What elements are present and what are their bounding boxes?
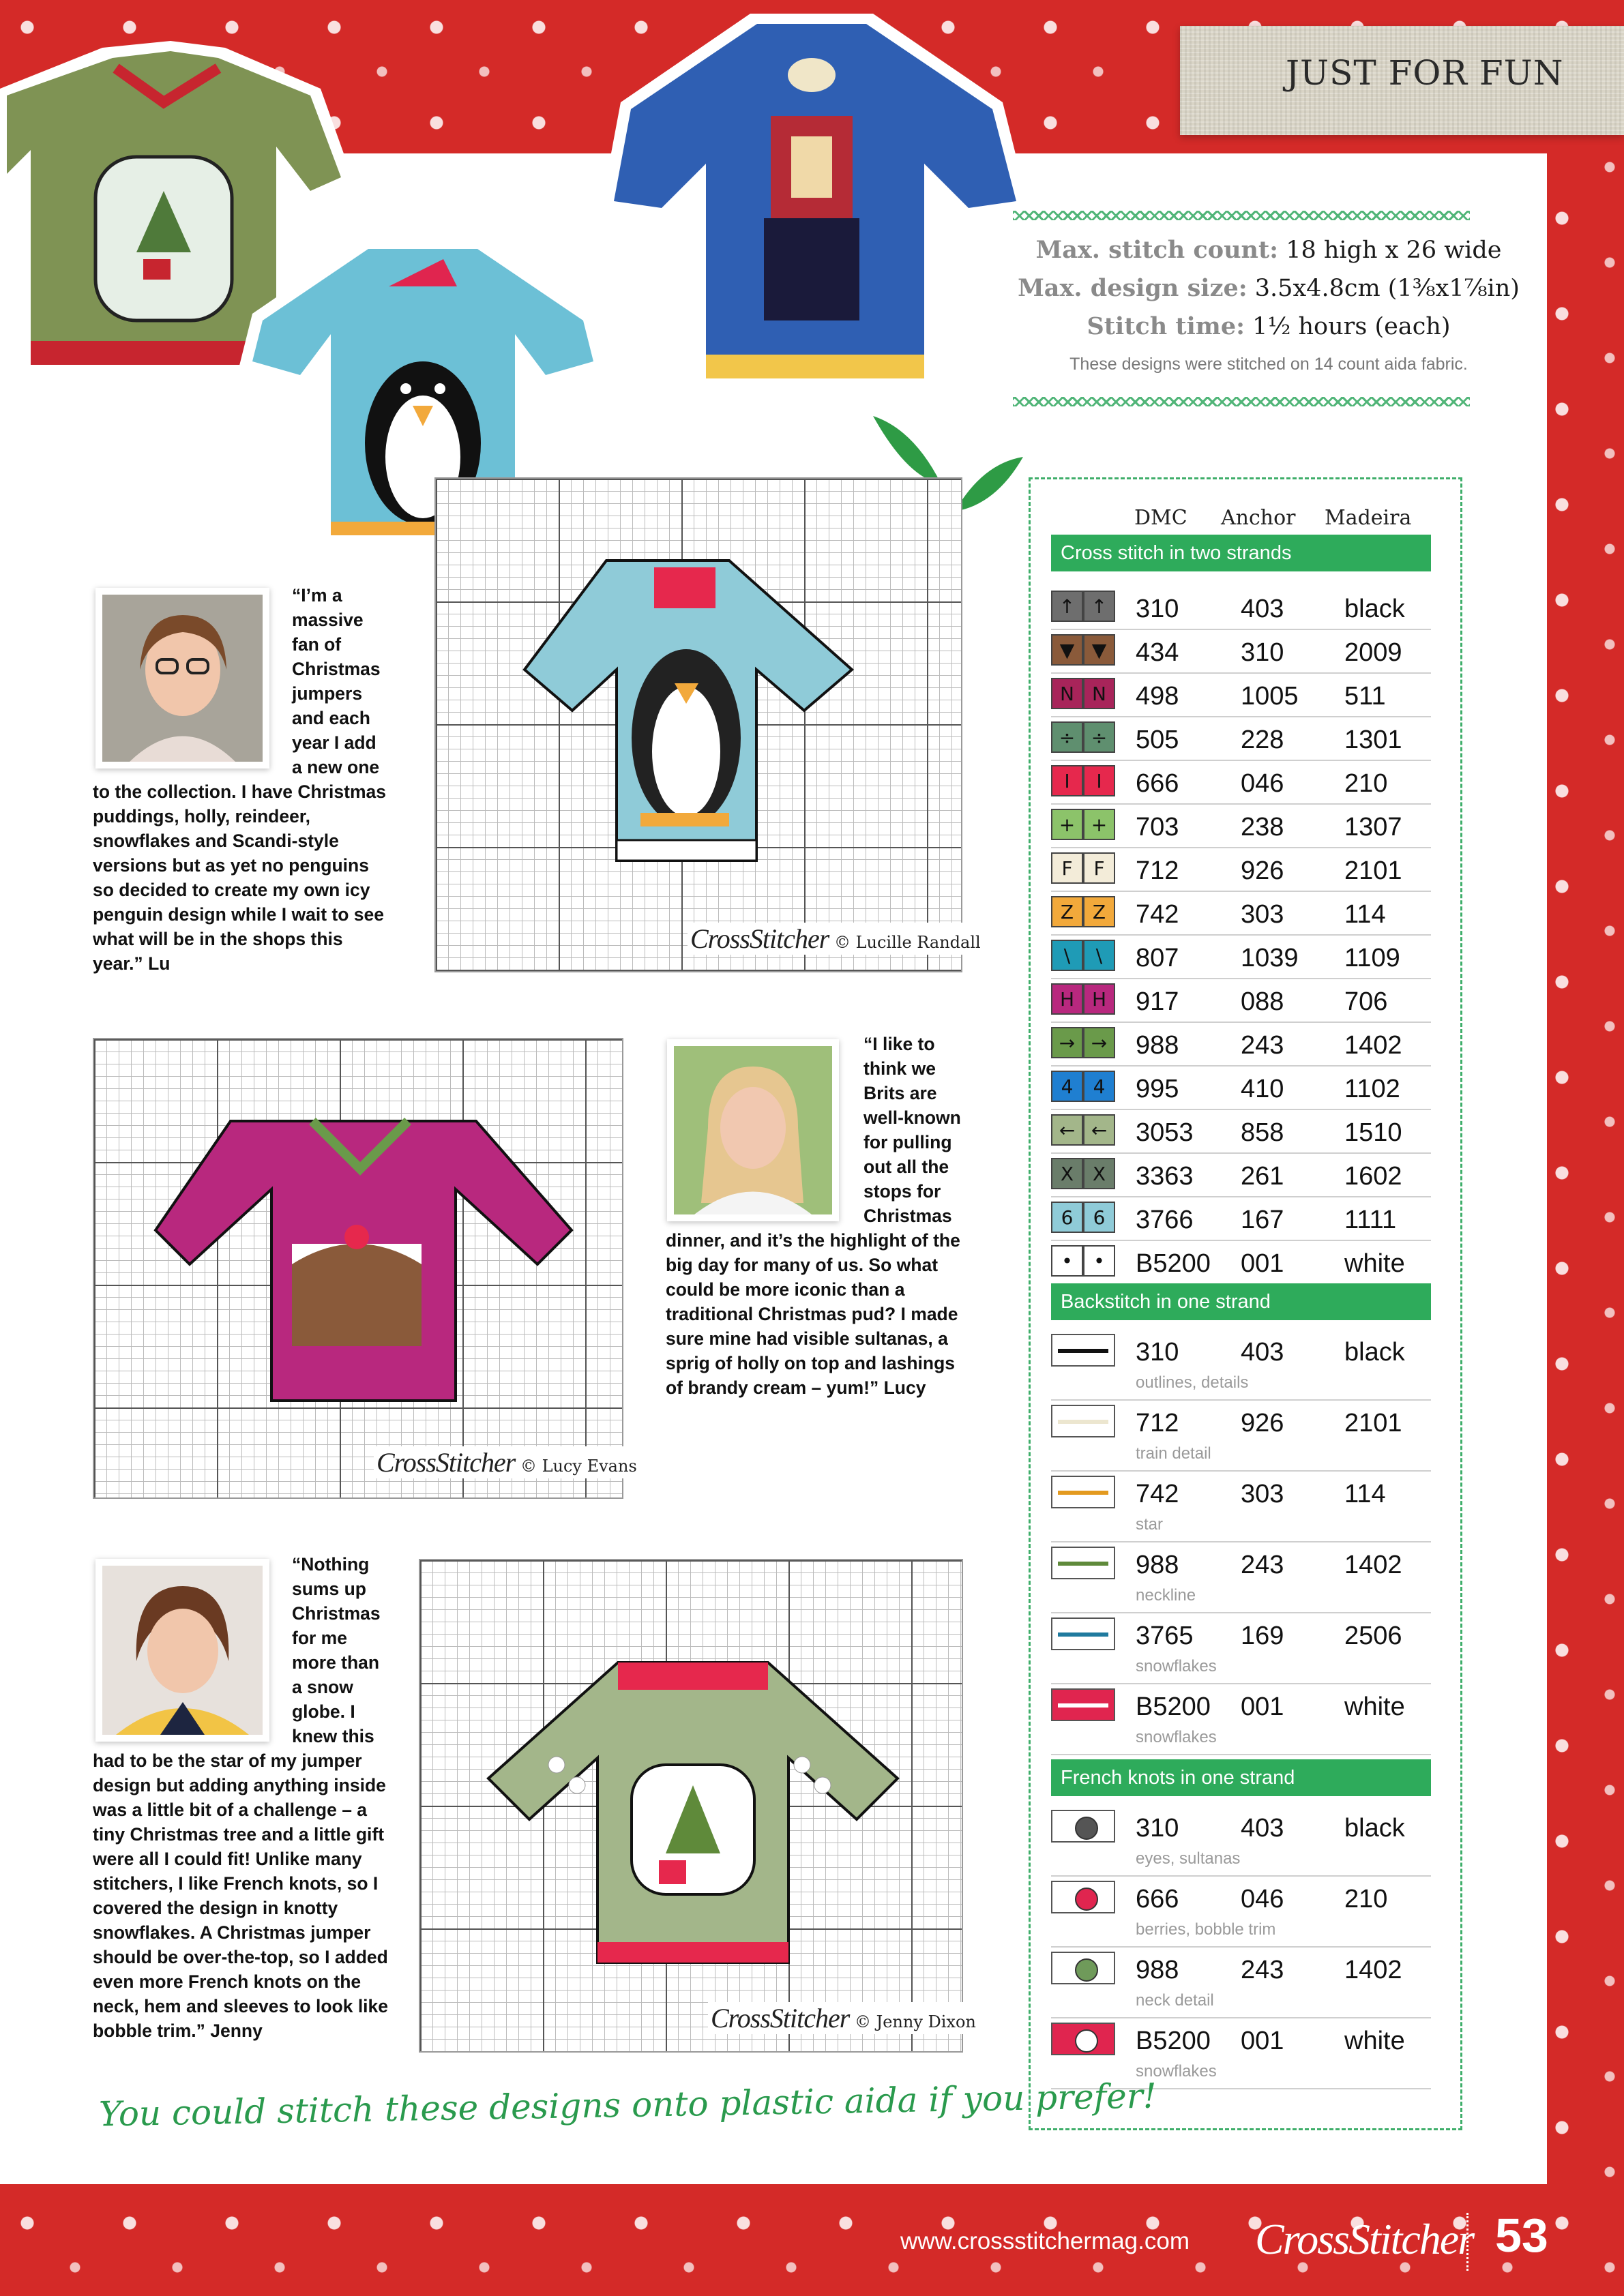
cross-stitch-row <box>1051 629 1431 674</box>
swatch-symbol: H <box>1083 983 1115 1015</box>
lu-quote: “I’m a massive fan of Christmas jumpers and each year I add a new one to the collection. I have Christmas puddings, holly, reindeer, snowflakes and Scandi-style versions but as yet no penguins so decided to create my own icy penguin design while I wait to see what will be in the shops this year.” Lu <box>93 585 386 974</box>
thread-dmc: 3363 <box>1136 1162 1194 1191</box>
jenny-quote: “Nothing sums up Christmas for me more than a snow globe. I knew this had to be the star of my jumper design but adding anything inside was a little bit of a challenge – a tiny Christmas tree and a little gift were all I could fit! Unlike many stitchers, I like French knots, so I covered the design in knotty snowflakes. A Christmas jumper should be over-the-top, so I added even more French knots on the neck, hem and sleeves to look like bobble trim.” Jenny <box>93 1554 389 2041</box>
swatch-symbol: ÷ <box>1051 721 1083 753</box>
thread-dmc: 712 <box>1136 1409 1179 1437</box>
thread-anchor: 001 <box>1241 2027 1284 2055</box>
thread-madeira: 114 <box>1344 900 1386 929</box>
col-dmc: DMC <box>1134 506 1187 530</box>
thread-dmc: 995 <box>1136 1075 1179 1103</box>
thread-anchor: 410 <box>1241 1075 1284 1103</box>
cross-stitch-row <box>1051 934 1431 979</box>
cross-stitch-row <box>1051 672 1431 717</box>
backstitch-line <box>1058 1349 1108 1353</box>
backstitch-note: outlines, details <box>1136 1373 1249 1392</box>
backstitch-note: snowflakes <box>1136 1657 1217 1675</box>
thread-swatch <box>1051 983 1115 1015</box>
thread-anchor: 1039 <box>1241 944 1299 972</box>
thread-madeira: 210 <box>1344 769 1388 798</box>
thread-dmc: 505 <box>1136 726 1179 754</box>
backstitch-swatch <box>1051 1688 1115 1721</box>
backstitch-note: snowflakes <box>1136 1728 1217 1746</box>
backstitch-row <box>1051 1541 1431 1613</box>
backstitch-row <box>1051 1328 1431 1401</box>
thread-dmc: 742 <box>1136 1480 1179 1508</box>
col-anchor: Anchor <box>1221 506 1296 530</box>
snowglobe-chart-credit: CrossStitcher © Jenny Dixon <box>708 2002 979 2034</box>
thread-anchor: 046 <box>1241 1885 1284 1913</box>
swatch-symbol: ▼ <box>1083 634 1115 666</box>
backstitch-line <box>1058 1562 1108 1566</box>
thread-anchor: 403 <box>1241 595 1284 623</box>
thread-anchor: 403 <box>1241 1814 1284 1843</box>
thread-anchor: 243 <box>1241 1551 1284 1579</box>
thread-anchor: 310 <box>1241 638 1284 667</box>
cross-stitch-row <box>1051 760 1431 805</box>
swatch-symbol: N <box>1083 678 1115 709</box>
thread-swatch <box>1051 765 1115 796</box>
fabric-note: These designs were stitched on 14 count aida fabric. <box>1069 355 1468 374</box>
swatch-symbol: ← <box>1051 1114 1083 1146</box>
cross-stitch-row <box>1051 1022 1431 1067</box>
cross-stitch-row <box>1051 978 1431 1023</box>
swatch-symbol: F <box>1083 852 1115 884</box>
thread-madeira: black <box>1344 1338 1405 1367</box>
snowglobe-chart <box>419 1559 963 2053</box>
footer-brand-logo: CrossStitcher <box>1255 2215 1474 2263</box>
thread-dmc: B5200 <box>1136 1693 1211 1721</box>
footer-url[interactable]: www.crossstitchermag.com <box>900 2228 1190 2254</box>
cross-stitch-row <box>1051 891 1431 936</box>
thread-anchor: 303 <box>1241 1480 1284 1508</box>
swatch-symbol: ▼ <box>1051 634 1083 666</box>
thread-dmc: 988 <box>1136 1031 1179 1060</box>
thread-madeira: 2101 <box>1344 856 1402 885</box>
backstitch-line <box>1058 1703 1108 1708</box>
pudding-chart-credit: CrossStitcher © Lucy Evans <box>374 1446 640 1478</box>
backstitch-line <box>1058 1491 1108 1495</box>
backstitch-row <box>1051 1399 1431 1472</box>
swatch-symbol: X <box>1083 1158 1115 1189</box>
penguin-chart <box>434 477 962 972</box>
swatch-symbol: \ <box>1083 940 1115 971</box>
cross-stitch-row <box>1051 847 1431 892</box>
french-knot-swatch <box>1051 2023 1115 2055</box>
cross-stitch-row <box>1051 1152 1431 1197</box>
french-knot-swatch <box>1051 1952 1115 1984</box>
thread-dmc: 498 <box>1136 682 1179 711</box>
thread-madeira: 1102 <box>1344 1075 1400 1103</box>
thread-dmc: 310 <box>1136 1338 1179 1367</box>
pudding-chart <box>93 1038 623 1499</box>
penguin-chart-credit: CrossStitcher © Lucille Randall <box>688 923 984 955</box>
thread-swatch <box>1051 896 1115 927</box>
backstitch-swatch <box>1051 1476 1115 1508</box>
thread-madeira: black <box>1344 1814 1405 1843</box>
thread-dmc: 310 <box>1136 1814 1179 1843</box>
thread-anchor: 926 <box>1241 1409 1284 1437</box>
thread-dmc: 666 <box>1136 1885 1179 1913</box>
thread-anchor: 1005 <box>1241 682 1299 711</box>
cross-stitch-heading: Cross stitch in two strands <box>1051 535 1431 571</box>
backstitch-note: neckline <box>1136 1586 1196 1605</box>
swatch-symbol: I <box>1083 765 1115 796</box>
thread-dmc: 666 <box>1136 769 1179 798</box>
thread-swatch <box>1051 591 1115 622</box>
thread-swatch <box>1051 1027 1115 1058</box>
thread-madeira: 1301 <box>1344 726 1402 754</box>
backstitch-swatch <box>1051 1405 1115 1437</box>
thread-swatch <box>1051 1202 1115 1233</box>
thread-madeira: 706 <box>1344 987 1388 1016</box>
swatch-symbol: H <box>1051 983 1083 1015</box>
french-knot-dot <box>1075 1958 1098 1982</box>
thread-dmc: 703 <box>1136 813 1179 841</box>
thread-madeira: 1109 <box>1344 944 1400 972</box>
french-knot-row <box>1051 1875 1431 1948</box>
lucy-quote: “I like to think we Brits are well-known for pulling out all the stops for Christmas dinner, and it’s the highlight of the big day for many of us. So what could be more iconic than a traditional Christmas pud? I made sure mine had visible sultanas, a sprig of holly on top and lashings of brandy cream – yum!” Lucy <box>666 1034 961 1398</box>
french-knot-row <box>1051 1804 1431 1877</box>
thread-madeira: 210 <box>1344 1885 1388 1913</box>
thread-dmc: 988 <box>1136 1956 1179 1984</box>
thread-madeira: 2506 <box>1344 1622 1402 1650</box>
thread-madeira: white <box>1344 1249 1405 1278</box>
cross-stitch-row <box>1051 585 1431 630</box>
thread-anchor: 169 <box>1241 1622 1284 1650</box>
cross-stitch-row <box>1051 1240 1431 1285</box>
backstitch-heading: Backstitch in one strand <box>1051 1283 1431 1320</box>
swatch-symbol: N <box>1051 678 1083 709</box>
thread-dmc: B5200 <box>1136 2027 1211 2055</box>
french-knot-dot <box>1075 2029 1098 2053</box>
swatch-symbol: X <box>1051 1158 1083 1189</box>
thread-swatch <box>1051 809 1115 840</box>
french-knot-note: snowflakes <box>1136 2062 1217 2081</box>
thread-anchor: 167 <box>1241 1206 1284 1234</box>
cross-stitch-row <box>1051 803 1431 848</box>
thread-dmc: B5200 <box>1136 1249 1211 1278</box>
backstitch-note: star <box>1136 1515 1164 1534</box>
thread-dmc: 712 <box>1136 856 1179 885</box>
zigzag-divider-top <box>1013 211 1470 220</box>
swatch-symbol: 4 <box>1051 1071 1083 1102</box>
thread-madeira: 2009 <box>1344 638 1402 667</box>
thread-madeira: 1402 <box>1344 1551 1402 1579</box>
thread-madeira: 1510 <box>1344 1118 1402 1147</box>
thread-madeira: 1602 <box>1344 1162 1402 1191</box>
thread-anchor: 238 <box>1241 813 1284 841</box>
thread-madeira: 1307 <box>1344 813 1402 841</box>
thread-madeira: black <box>1344 595 1405 623</box>
col-madeira: Madeira <box>1325 506 1412 530</box>
thread-swatch <box>1051 1114 1115 1146</box>
thread-anchor: 303 <box>1241 900 1284 929</box>
thread-swatch <box>1051 1158 1115 1189</box>
thread-dmc: 3053 <box>1136 1118 1194 1147</box>
thread-madeira: 1402 <box>1344 1956 1402 1984</box>
thread-madeira: 2101 <box>1344 1409 1402 1437</box>
swatch-symbol: + <box>1051 809 1083 840</box>
french-knot-dot <box>1075 1888 1098 1911</box>
thread-dmc: 917 <box>1136 987 1179 1016</box>
backstitch-line <box>1058 1420 1108 1424</box>
pudding-chart-drawing <box>94 1039 622 1497</box>
thread-madeira: white <box>1344 2027 1405 2055</box>
swatch-symbol: I <box>1051 765 1083 796</box>
backstitch-row <box>1051 1612 1431 1684</box>
cross-stitch-row <box>1051 1109 1431 1154</box>
swatch-symbol: 6 <box>1083 1202 1115 1233</box>
french-knot-dot <box>1075 1817 1098 1840</box>
thread-dmc: 807 <box>1136 944 1179 972</box>
thread-swatch <box>1051 721 1115 753</box>
backstitch-note: train detail <box>1136 1444 1211 1463</box>
page-number: 53 <box>1495 2209 1548 2262</box>
thread-madeira: 1402 <box>1344 1031 1402 1060</box>
swatch-symbol: F <box>1051 852 1083 884</box>
swatch-symbol: 4 <box>1083 1071 1115 1102</box>
penguin-chart-drawing <box>436 479 961 971</box>
swatch-symbol: → <box>1083 1027 1115 1058</box>
footer-divider <box>1466 2213 1468 2271</box>
backstitch-swatch <box>1051 1334 1115 1367</box>
swatch-symbol: Z <box>1083 896 1115 927</box>
thread-anchor: 001 <box>1241 1249 1284 1278</box>
thread-anchor: 243 <box>1241 1031 1284 1060</box>
french-knot-note: berries, bobble trim <box>1136 1920 1276 1939</box>
zigzag-divider-bottom <box>1013 397 1470 406</box>
cross-stitch-row <box>1051 1196 1431 1241</box>
swatch-symbol: ← <box>1083 1114 1115 1146</box>
backstitch-swatch <box>1051 1617 1115 1650</box>
thread-anchor: 243 <box>1241 1956 1284 1984</box>
cross-stitch-row <box>1051 1065 1431 1110</box>
french-knot-note: eyes, sultanas <box>1136 1849 1241 1868</box>
blue-train-jumper-photo <box>593 0 1030 396</box>
thread-dmc: 434 <box>1136 638 1179 667</box>
swatch-symbol: → <box>1051 1027 1083 1058</box>
thread-anchor: 858 <box>1241 1118 1284 1147</box>
backstitch-swatch <box>1051 1547 1115 1579</box>
thread-swatch <box>1051 634 1115 666</box>
french-knot-swatch <box>1051 1810 1115 1843</box>
backstitch-line <box>1058 1632 1108 1637</box>
design-size: Max. design size: 3.5x4.8cm (1⅜x1⅞in) <box>1018 274 1520 302</box>
backstitch-row <box>1051 1683 1431 1755</box>
swatch-symbol: 6 <box>1051 1202 1083 1233</box>
thread-madeira: 511 <box>1344 682 1386 711</box>
thread-swatch <box>1051 1245 1115 1277</box>
thread-anchor: 001 <box>1241 1693 1284 1721</box>
thread-swatch <box>1051 852 1115 884</box>
stitch-time: Stitch time: 1½ hours (each) <box>1087 312 1451 340</box>
swatch-symbol: ÷ <box>1083 721 1115 753</box>
section-label: JUST FOR FUN <box>1286 53 1564 93</box>
thread-anchor: 403 <box>1241 1338 1284 1367</box>
thread-madeira: 1111 <box>1344 1206 1397 1234</box>
thread-swatch <box>1051 1071 1115 1102</box>
thread-anchor: 046 <box>1241 769 1284 798</box>
thread-anchor: 261 <box>1241 1162 1284 1191</box>
swatch-symbol: • <box>1051 1245 1083 1277</box>
french-knot-note: neck detail <box>1136 1991 1214 2010</box>
thread-anchor: 228 <box>1241 726 1284 754</box>
snowglobe-chart-drawing <box>420 1560 962 2051</box>
swatch-symbol: • <box>1083 1245 1115 1277</box>
thread-dmc: 3765 <box>1136 1622 1194 1650</box>
backstitch-row <box>1051 1470 1431 1542</box>
swatch-symbol: Z <box>1051 896 1083 927</box>
stitch-count: Max. stitch count: 18 high x 26 wide <box>1035 236 1502 264</box>
thread-dmc: 742 <box>1136 900 1179 929</box>
thread-anchor: 926 <box>1241 856 1284 885</box>
swatch-symbol: ↑ <box>1051 591 1083 622</box>
plastic-aida-tagline: You could stitch these designs onto plastic aida if you prefer! <box>98 2076 1157 2134</box>
cross-stitch-row <box>1051 716 1431 761</box>
swatch-symbol: ↑ <box>1083 591 1115 622</box>
thread-dmc: 3766 <box>1136 1206 1194 1234</box>
thread-swatch <box>1051 940 1115 971</box>
swatch-symbol: + <box>1083 809 1115 840</box>
french-knot-swatch <box>1051 1881 1115 1913</box>
french-knots-heading: French knots in one strand <box>1051 1759 1431 1796</box>
thread-madeira: white <box>1344 1693 1405 1721</box>
thread-madeira: 114 <box>1344 1480 1386 1508</box>
thread-dmc: 310 <box>1136 595 1179 623</box>
thread-swatch <box>1051 678 1115 709</box>
swatch-symbol: \ <box>1051 940 1083 971</box>
french-knot-row <box>1051 1946 1431 2018</box>
thread-dmc: 988 <box>1136 1551 1179 1579</box>
thread-anchor: 088 <box>1241 987 1284 1016</box>
